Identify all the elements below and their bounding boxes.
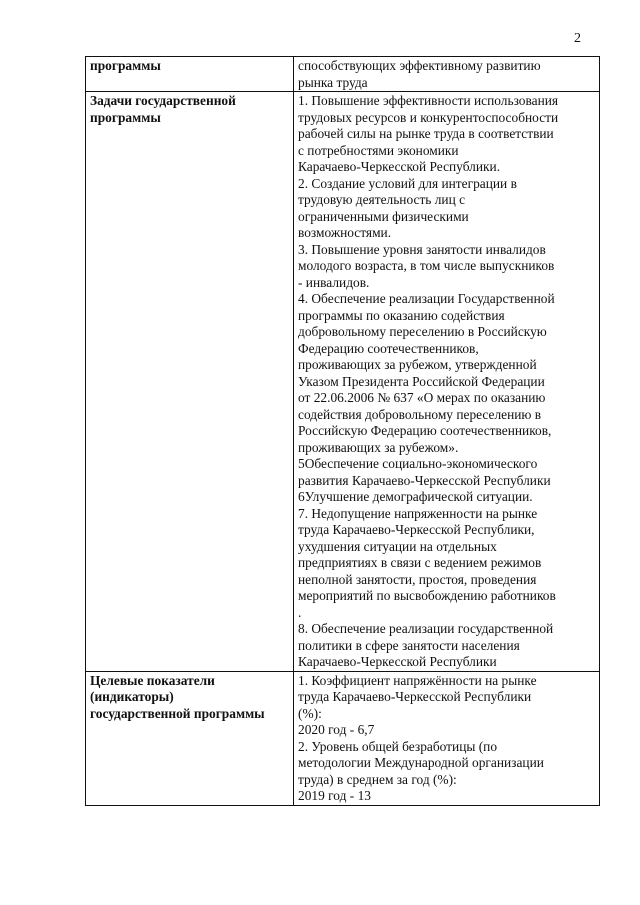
table-row-program-tasks	[86, 92, 600, 672]
content-line: ухудшения ситуации на отдельных	[298, 538, 497, 554]
content-line: политики в сфере занятости населения	[298, 637, 520, 653]
content-line: .	[298, 604, 302, 620]
content-line: 2. Создание условий для интеграции в	[298, 175, 517, 191]
page-number: 2	[574, 31, 581, 46]
row-content-cell	[294, 57, 600, 92]
content-line: 1. Повышение эффективности использования	[298, 93, 559, 108]
content-line: молодого возраста, в том числе выпускников	[298, 258, 555, 273]
label-line: Задачи государственной	[90, 93, 236, 108]
content-line: мероприятий по высвобождению работников	[298, 588, 556, 603]
content-line: Карачаево-Черкесской Республики.	[298, 159, 501, 174]
program-passport-table	[85, 56, 600, 806]
label-line: Целевые показатели	[90, 672, 215, 688]
label-line: (индикаторы)	[90, 689, 174, 704]
content-line: 7. Недопущение напряженности на рынке	[298, 505, 538, 521]
content-line: 6Улучшение демографической ситуации.	[298, 489, 533, 504]
row-label-cell	[86, 57, 294, 92]
content-line: проживающих за рубежом».	[298, 439, 459, 455]
content-line: возможностями.	[298, 225, 392, 240]
content-line: 2. Уровень общей безработицы (по	[298, 738, 498, 754]
content-line: с потребностями экономики	[298, 142, 459, 158]
row-label-cell	[86, 92, 294, 672]
content-line: ограниченными физическими	[298, 208, 469, 224]
content-line: программы по оказанию содействия	[298, 307, 505, 323]
content-line: 1. Коэффициент напряжённости на рынке	[298, 672, 537, 688]
row-content-cell	[294, 92, 600, 672]
content-line: - инвалидов.	[298, 274, 370, 290]
content-line: 5Обеспечение социально-экономического	[298, 456, 538, 471]
row-label-cell	[86, 671, 294, 805]
content-line: от 22.06.2006 № 637 «О мерах по оказанию	[298, 390, 546, 405]
label-line: программы	[90, 58, 161, 73]
content-line: 2019 год - 13	[298, 788, 371, 803]
table-row-target-indicators	[86, 671, 600, 805]
content-line: предприятиях в связи с ведением режимов	[298, 555, 542, 570]
content-line: рабочей силы на рынке труда в соответствии	[298, 126, 554, 141]
content-line: 3. Повышение уровня занятости инвалидов	[298, 241, 546, 257]
content-line: содействия добровольному переселению в	[298, 406, 542, 422]
content-line: Указом Президента Российской Федерации	[298, 373, 545, 389]
table-row-program-goal-continuation	[86, 57, 600, 92]
content-line: 8. Обеспечение реализации государственной	[298, 621, 554, 636]
content-line: 4. Обеспечение реализации Государственной	[298, 291, 555, 306]
label-line: программы	[90, 109, 161, 125]
label-line: государственной программы	[90, 705, 265, 721]
content-line: Карачаево-Черкесской Республики	[298, 654, 497, 669]
content-line: способствующих эффективному развитию	[298, 58, 541, 73]
row-content-cell	[294, 671, 600, 805]
content-line: труда Карачаево-Черкесской Республики,	[298, 522, 535, 537]
content-line: (%):	[298, 705, 322, 721]
content-line: трудовую деятельность лиц с	[298, 192, 466, 207]
content-line: труда) в среднем за год (%):	[298, 771, 457, 787]
content-line: добровольному переселению в Российскую	[298, 324, 547, 339]
content-line: развития Карачаево-Черкесской Республики	[298, 472, 551, 488]
content-line: методологии Международной организации	[298, 755, 544, 770]
content-line: Российскую Федерацию соотечественников,	[298, 423, 552, 438]
content-line: 2020 год - 6,7	[298, 722, 375, 737]
content-line: рынка труда	[298, 74, 368, 90]
content-line: труда Карачаево-Черкесской Республики	[298, 689, 532, 704]
content-line: проживающих за рубежом, утвержденной	[298, 357, 537, 372]
content-line: неполной занятости, простоя, проведения	[298, 571, 537, 587]
content-line: трудовых ресурсов и конкурентоспособности	[298, 109, 559, 125]
content-line: Федерацию соотечественников,	[298, 340, 479, 356]
